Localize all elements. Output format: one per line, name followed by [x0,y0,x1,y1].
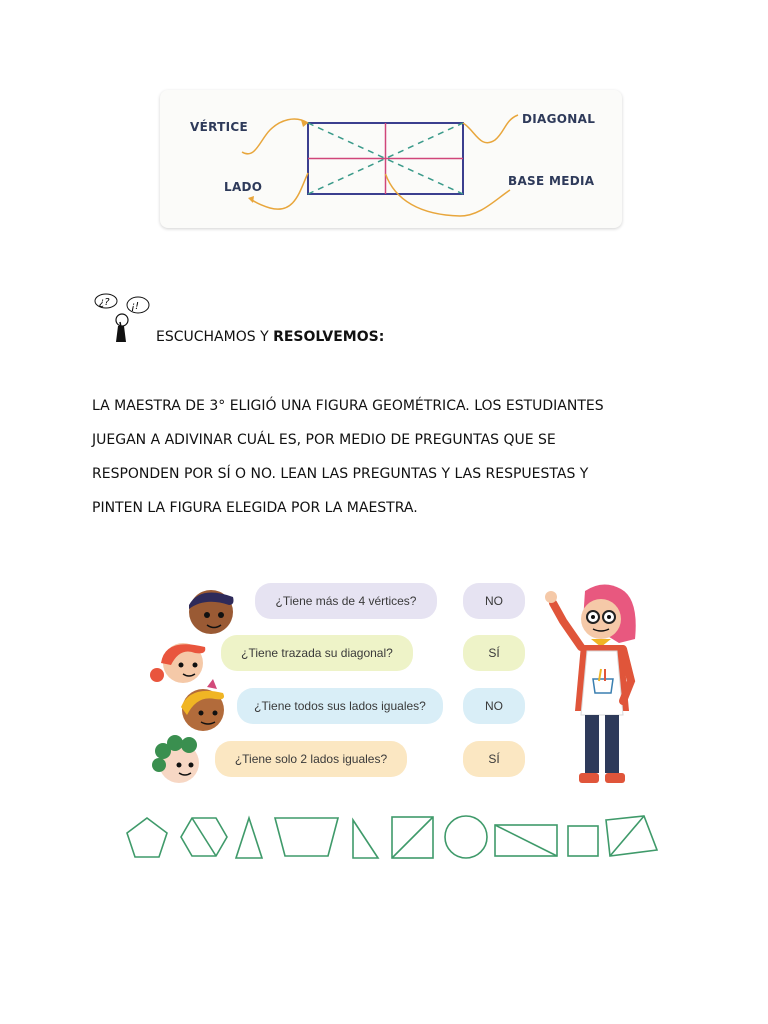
trapezoid-shape [275,818,338,856]
quadrilateral-shape [606,816,657,856]
circle-shape [445,816,487,858]
child-face-4 [152,735,199,783]
vertice-label: VÉRTICE [190,120,248,134]
instruction-bold: RESOLVEMOS: [273,329,385,345]
instruction-heading [156,329,384,345]
exclamation-marks-text: ¡! [131,301,140,312]
question-text: ¿Tiene todos sus lados iguales? [254,699,426,713]
answer-text: SÍ [488,646,500,660]
rectangle-diagonal [495,825,557,856]
question-bubble-2 [221,635,413,671]
child-face-3 [181,679,224,731]
answer-bubble-2 [463,635,525,671]
question-text: ¿Tiene solo 2 lados iguales? [234,752,388,766]
answer-text: NO [485,699,503,713]
answer-text: NO [485,594,503,608]
paragraph-line: PINTEN LA FIGURA ELEGIDA POR LA MAESTRA. [92,500,418,516]
question-bubble-4 [215,741,407,777]
instruction-lead: ESCUCHAMOS Y [156,329,269,345]
pentagon-shape [127,818,167,857]
hexagon-diagonal [192,818,216,856]
geometry-figure-card [160,90,622,228]
question-text: ¿Tiene trazada su diagonal? [241,646,393,660]
small-square-shape [568,826,598,856]
instruction-paragraph [92,389,692,525]
shapes-row [120,810,665,866]
paragraph-line: LA MAESTRA DE 3° ELIGIÓ UNA FIGURA GEOMÉTRICA. LOS ESTUDIANTES [92,398,604,414]
thinking-person-icon [92,292,154,348]
arrowhead [248,196,254,203]
paragraph-line: RESPONDEN POR SÍ O NO. LEAN LAS PREGUNTAS Y LAS RESPUESTAS Y [92,466,589,482]
answer-bubble-4 [463,741,525,777]
question-marks-text: ¿? [99,297,110,308]
square-diagonal [392,817,433,858]
guessing-game-illustration [145,575,665,875]
paragraph-line: JUEGAN A ADIVINAR CUÁL ES, POR MEDIO DE PREGUNTAS QUE SE [92,432,556,448]
question-bubble-1 [255,583,437,619]
child-face-1 [189,590,234,634]
answer-bubble-1 [463,583,525,619]
right-triangle-shape [353,820,378,858]
child-face-2 [150,643,205,683]
vertice-arrow [242,119,308,154]
diagonal-arrow [463,115,518,143]
base-media-label: BASE MEDIA [508,174,595,188]
lado-label: LADO [224,180,263,194]
rectangle-parts-diagram [160,90,622,228]
question-text: ¿Tiene más de 4 vértices? [275,594,417,608]
quadrilateral-diagonal [610,816,644,856]
triangle-shape [236,818,262,858]
question-bubble-3 [237,688,443,724]
diagonal-label: DIAGONAL [522,112,596,126]
answer-bubble-3 [463,688,525,724]
teacher-figure [543,581,647,797]
answer-text: SÍ [488,752,500,766]
